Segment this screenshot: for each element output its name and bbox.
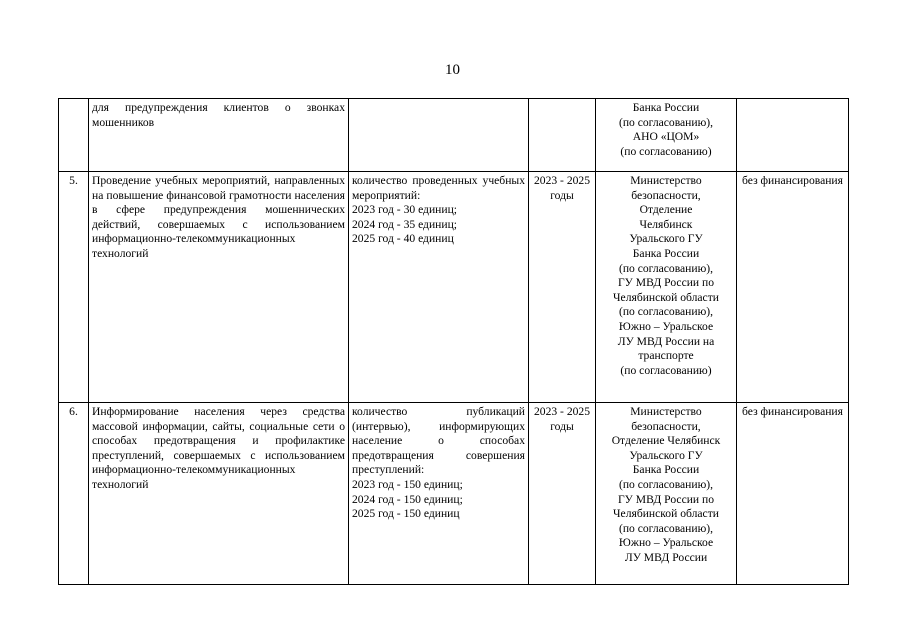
financing-cell: без финансирования bbox=[737, 172, 849, 403]
executors-cell bbox=[596, 172, 737, 403]
executor-line: Отделение bbox=[639, 203, 693, 217]
page-number: 10 bbox=[445, 62, 460, 78]
executor-line: ГУ МВД России по bbox=[617, 276, 715, 290]
table-row bbox=[59, 403, 849, 585]
executor-line: ЛУ МВД России bbox=[624, 550, 708, 564]
indicator-cell bbox=[349, 99, 529, 172]
executor-line: Банка России bbox=[632, 463, 700, 477]
executor-line: (по согласованию), bbox=[618, 115, 714, 129]
executor-line: Отделение Челябинск bbox=[611, 434, 721, 448]
table-row bbox=[59, 99, 849, 172]
indicator-line: 2023 год - 30 единиц; bbox=[352, 203, 457, 217]
indicator-line: количество публикаций (интервью), информирующих население о способах предотвращения совершения преступлений: bbox=[352, 405, 525, 477]
executor-line: (по согласованию), bbox=[618, 305, 714, 319]
indicator-line: 2024 год - 35 единиц; bbox=[352, 217, 457, 231]
executor-line: (по согласованию), bbox=[618, 477, 714, 491]
executor-line: Банка России bbox=[632, 101, 700, 114]
measure-description: для предупреждения клиентов о звонках мошенников bbox=[89, 99, 349, 172]
term-cell bbox=[529, 99, 596, 172]
indicator-line: 2024 год - 150 единиц; bbox=[352, 492, 463, 506]
executor-line: Южно – Уральское bbox=[618, 319, 714, 333]
executor-line: Южно – Уральское bbox=[618, 536, 714, 550]
table-row bbox=[59, 172, 849, 403]
executor-line: АНО «ЦОМ» bbox=[632, 130, 700, 144]
indicator-line: 2025 год - 150 единиц bbox=[352, 507, 460, 521]
term-cell: 2023 - 2025 годы bbox=[529, 172, 596, 403]
executor-line: Челябинской области bbox=[613, 507, 719, 521]
executor-line: Челябинской области bbox=[613, 290, 719, 304]
executor-line: (по согласованию) bbox=[620, 144, 712, 158]
executor-line: безопасности, bbox=[631, 419, 701, 433]
measure-description: Проведение учебных мероприятий, направленных на повышение финансовой грамотности населения в сфере предупреждения мошеннических действий, совершаемых с использованием информационно-телекоммуникационных технологий bbox=[89, 172, 349, 403]
measures-table bbox=[58, 98, 849, 585]
executor-line: ГУ МВД России по bbox=[617, 492, 715, 506]
executor-line: ЛУ МВД России на bbox=[617, 334, 715, 348]
executor-line: Уральского ГУ bbox=[629, 232, 703, 246]
executors-cell bbox=[596, 403, 737, 585]
executor-line: (по согласованию), bbox=[618, 521, 714, 535]
row-number: 6. bbox=[59, 403, 89, 585]
indicator-line: 2025 год - 40 единиц bbox=[352, 232, 454, 246]
executor-line: Банка России bbox=[632, 246, 700, 260]
financing-cell bbox=[737, 99, 849, 172]
row-number bbox=[59, 99, 89, 172]
row-number: 5. bbox=[59, 172, 89, 403]
indicator-line: количество проведенных учебных мероприятий: bbox=[352, 174, 525, 202]
term-cell: 2023 - 2025 годы bbox=[529, 403, 596, 585]
executor-line: транспорте bbox=[638, 349, 694, 363]
financing-cell: без финансирования bbox=[737, 403, 849, 585]
executor-line: Челябинск bbox=[639, 217, 693, 231]
executor-line: безопасности, bbox=[631, 188, 701, 202]
executor-line: Уральского ГУ bbox=[629, 448, 703, 462]
indicator-cell bbox=[349, 172, 529, 403]
executor-line: (по согласованию) bbox=[620, 363, 712, 377]
executor-line: (по согласованию), bbox=[618, 261, 714, 275]
measure-description: Информирование населения через средства массовой информации, сайты, социальные сети о способах предотвращения и профилактике преступлений, совершаемых с использованием информационно-телекоммуникационных технологий bbox=[89, 403, 349, 585]
indicator-cell bbox=[349, 403, 529, 585]
executor-line: Министерство bbox=[630, 405, 702, 418]
executor-line: Министерство bbox=[630, 174, 702, 187]
indicator-line: 2023 год - 150 единиц; bbox=[352, 477, 463, 491]
executors-cell bbox=[596, 99, 737, 172]
